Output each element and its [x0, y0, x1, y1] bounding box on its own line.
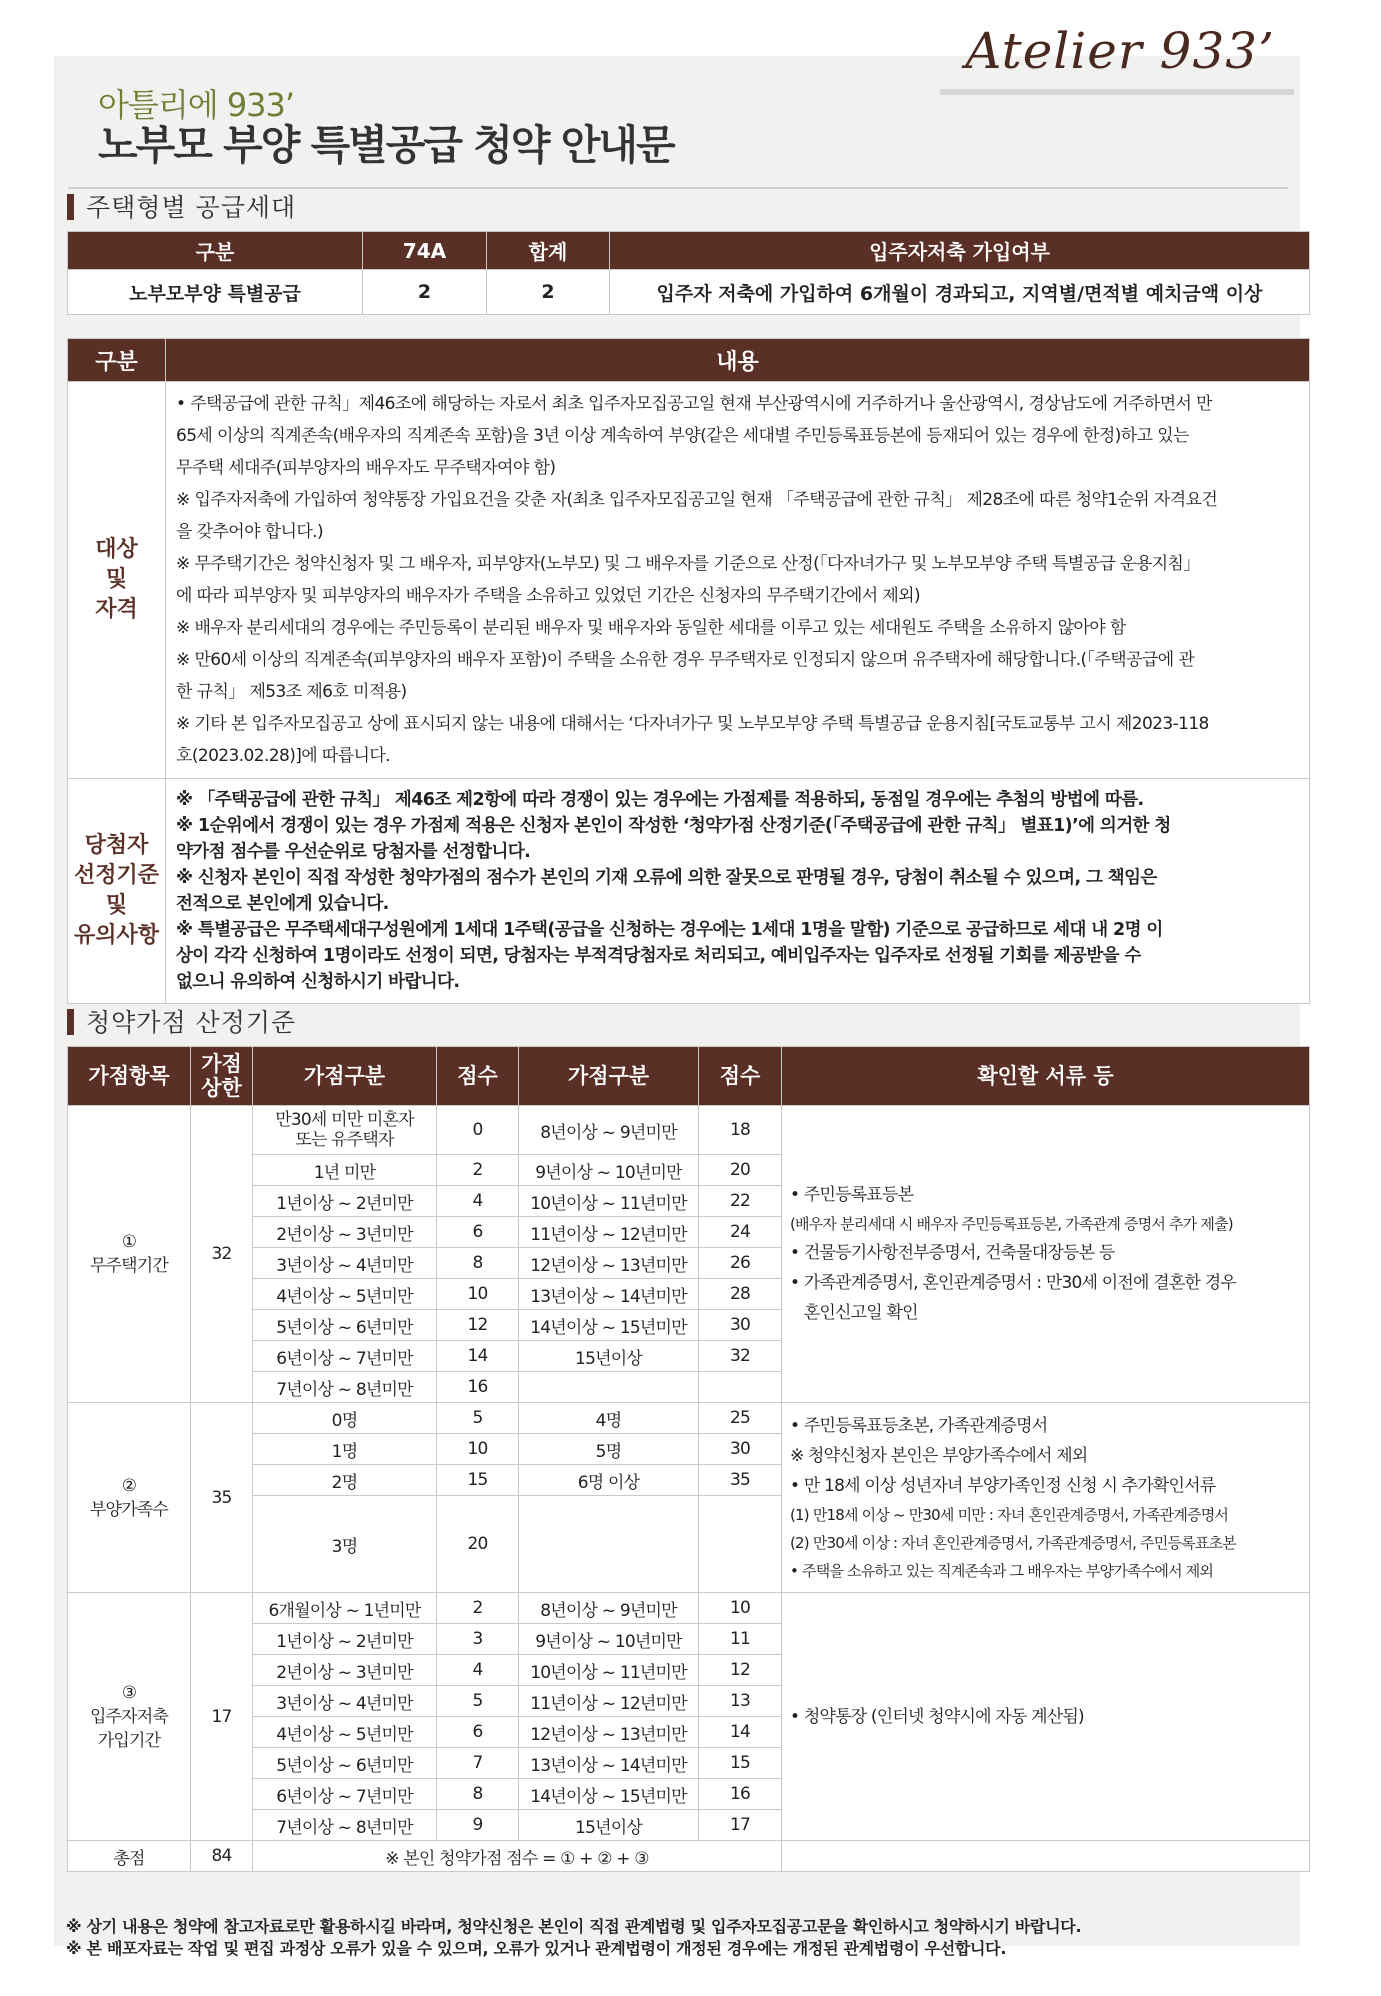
total-empty — [782, 1841, 1310, 1872]
header-cell: 확인할 서류 등 — [782, 1047, 1310, 1106]
criteria-cell: 6명 이상 — [519, 1465, 699, 1496]
table-cell: 노부모부양 특별공급 — [68, 270, 363, 315]
table-cell: 입주자 저축에 가입하여 6개월이 경과되고, 지역별/면적별 예치금액 이상 — [610, 270, 1310, 315]
criteria-cell: 5년이상 ~ 6년미만 — [253, 1748, 437, 1779]
criteria-cell: 13년이상 ~ 14년미만 — [519, 1279, 699, 1310]
criteria-cell: 6년이상 ~ 7년미만 — [253, 1341, 437, 1372]
criteria-cell — [519, 1372, 699, 1403]
section-heading-supply — [67, 188, 296, 224]
header-cell: 구분 — [68, 339, 166, 382]
documents-cell — [782, 1403, 1310, 1593]
category-max: 35 — [191, 1403, 253, 1593]
score-cell: 25 — [699, 1403, 782, 1434]
criteria-cell: 3년이상 ~ 4년미만 — [253, 1686, 437, 1717]
header-cell: 가점구분 — [253, 1047, 437, 1106]
table-header-row — [68, 1047, 1310, 1106]
content-line: ※ 기타 본 입주자모집공고 상에 표시되지 않는 내용에 대해서는 ‘다자녀가구 및 노부모부양 주택 특별공급 운용지침[국토교통부 고시 제2023-118 — [176, 714, 1209, 734]
content-line: 한 규칙」 제53조 제6호 미적용) — [176, 682, 407, 702]
criteria-cell: 1년이상 ~ 2년미만 — [253, 1186, 437, 1217]
content-line: ※ 무주택기간은 청약신청자 및 그 배우자, 피부양자(노부모) 및 그 배우자를 기준으로 산정(「다자녀가구 및 노부모부양 주택 특별공급 운용지침」 — [176, 554, 1200, 574]
criteria-cell: 3년이상 ~ 4년미만 — [253, 1248, 437, 1279]
score-cell — [699, 1372, 782, 1403]
row-label-winner: 당첨자 선정기준 및 유의사항 — [68, 779, 166, 1004]
doc-line: (1) 만18세 이상 ~ 만30세 미만 : 자녀 혼인관계증명서, 가족관계증명서 — [790, 1505, 1229, 1524]
score-cell: 6 — [437, 1217, 519, 1248]
criteria-cell: 14년이상 ~ 15년미만 — [519, 1310, 699, 1341]
criteria-cell: 11년이상 ~ 12년미만 — [519, 1217, 699, 1248]
content-line: ※ 특별공급은 무주택세대구성원에게 1세대 1주택(공급을 신청하는 경우에는 1세대 1명을 말함) 기준으로 공급하므로 세대 내 2명 이 — [176, 920, 1163, 940]
winner-content — [166, 779, 1310, 1004]
content-line: ※ 만60세 이상의 직계존속(피부양자의 배우자 포함)이 주택을 소유한 경우 무주택자로 인정되지 않으며 유주택자에 해당합니다.(「주택공급에 관 — [176, 650, 1195, 670]
doc-line: • 만 18세 이상 성년자녀 부양가족인정 신청 시 추가확인서류 — [790, 1475, 1216, 1496]
criteria-cell: 2년이상 ~ 3년미만 — [253, 1217, 437, 1248]
content-line: 에 따라 피부양자 및 피부양자의 배우자가 주택을 소유하고 있었던 기간은 신청자의 무주택기간에서 제외) — [176, 586, 921, 606]
eligibility-content — [166, 382, 1310, 779]
criteria-cell: 1년 미만 — [253, 1155, 437, 1186]
page-subtitle: 아틀리에 933’ — [98, 86, 295, 124]
score-cell: 14 — [437, 1341, 519, 1372]
content-line: ※ 신청자 본인이 직접 작성한 청약가점의 점수가 본인의 기재 오류에 의한 잘못으로 판명될 경우, 당첨이 취소될 수 있으며, 그 책임은 — [176, 868, 1157, 888]
total-row — [68, 1841, 1310, 1872]
criteria-cell: 1명 — [253, 1434, 437, 1465]
criteria-cell: 0명 — [253, 1403, 437, 1434]
table-cell: 2 — [363, 270, 487, 315]
score-cell: 30 — [699, 1434, 782, 1465]
criteria-cell: 8년이상 ~ 9년미만 — [519, 1106, 699, 1155]
brand-logo: Atelier 933’ — [965, 22, 1275, 80]
criteria-cell: 9년이상 ~ 10년미만 — [519, 1624, 699, 1655]
score-cell: 12 — [699, 1655, 782, 1686]
score-cell: 2 — [437, 1593, 519, 1624]
score-cell: 5 — [437, 1403, 519, 1434]
category-label: ③ 입주자저축 가입기간 — [68, 1593, 191, 1841]
header-cell: 내용 — [166, 339, 1310, 382]
table-cell: 2 — [487, 270, 610, 315]
table-row — [68, 1403, 1310, 1434]
content-line: 상이 각각 신청하여 1명이라도 선정이 되면, 당첨자는 부적격당첨자로 처리되고, 예비입주자는 입주자로 선정될 기회를 제공받을 수 — [176, 946, 1141, 966]
footnote: ※ 본 배포자료는 작업 및 편집 과정상 오류가 있을 수 있으며, 오류가 있거나 관계법령이 개정된 경우에는 개정된 관계법령이 우선합니다. — [66, 1939, 1007, 1958]
table-row — [68, 779, 1310, 1004]
criteria-cell: 7년이상 ~ 8년미만 — [253, 1372, 437, 1403]
criteria-cell: 4명 — [519, 1403, 699, 1434]
score-cell: 11 — [699, 1624, 782, 1655]
criteria-cell — [519, 1496, 699, 1593]
score-cell: 3 — [437, 1624, 519, 1655]
doc-line: • 주민등록표등초본, 가족관계증명서 — [790, 1415, 1048, 1436]
total-value: 84 — [191, 1841, 253, 1872]
doc-line: • 주택을 소유하고 있는 직계존속과 그 배우자는 부양가족수에서 제외 — [790, 1561, 1214, 1580]
total-label: 총점 — [68, 1841, 191, 1872]
section-heading-points — [67, 1003, 296, 1039]
brand-divider — [940, 89, 1294, 95]
doc-line: (2) 만30세 이상 : 자녀 혼인관계증명서, 가족관계증명서, 주민등록표초본 — [790, 1533, 1236, 1552]
score-cell: 13 — [699, 1686, 782, 1717]
score-cell: 10 — [437, 1434, 519, 1465]
criteria-cell: 4년이상 ~ 5년미만 — [253, 1717, 437, 1748]
score-cell: 12 — [437, 1310, 519, 1341]
content-line: 호(2023.02.28)]에 따릅니다. — [176, 746, 390, 766]
documents-cell — [782, 1593, 1310, 1841]
criteria-cell: 7년이상 ~ 8년미만 — [253, 1810, 437, 1841]
criteria-cell: 13년이상 ~ 14년미만 — [519, 1748, 699, 1779]
score-cell: 14 — [699, 1717, 782, 1748]
header-cell: 가점항목 — [68, 1047, 191, 1106]
table-row — [68, 1106, 1310, 1155]
header-cell: 74A — [363, 232, 487, 270]
score-cell — [699, 1496, 782, 1593]
doc-line: ※ 청약신청자 본인은 부양가족수에서 제외 — [790, 1445, 1088, 1466]
section-title: 청약가점 산정기준 — [86, 1008, 297, 1037]
score-cell: 16 — [699, 1779, 782, 1810]
score-cell: 4 — [437, 1186, 519, 1217]
criteria-cell: 6개월이상 ~ 1년미만 — [253, 1593, 437, 1624]
criteria-cell: 만30세 미만 미혼자 또는 유주택자 — [253, 1106, 437, 1155]
content-line: ※ 배우자 분리세대의 경우에는 주민등록이 분리된 배우자 및 배우자와 동일한 세대를 이루고 있는 세대원도 주택을 소유하지 않아야 함 — [176, 618, 1126, 638]
footnote: ※ 상기 내용은 청약에 참고자료로만 활용하시길 바라며, 청약신청은 본인이 직접 관계법령 및 입주자모집공고문을 확인하시고 청약하시기 바랍니다. — [66, 1917, 1082, 1936]
header-cell: 가점 상한 — [191, 1047, 253, 1106]
header-cell: 점수 — [437, 1047, 519, 1106]
score-cell: 18 — [699, 1106, 782, 1155]
score-cell: 35 — [699, 1465, 782, 1496]
content-line: ※ 「주택공급에 관한 규칙」 제46조 제2항에 따라 경쟁이 있는 경우에는 가점제를 적용하되, 동점일 경우에는 추첨의 방법에 따름. — [176, 790, 1144, 810]
header-cell: 점수 — [699, 1047, 782, 1106]
criteria-cell: 5년이상 ~ 6년미만 — [253, 1310, 437, 1341]
score-cell: 10 — [437, 1279, 519, 1310]
doc-line: • 청약통장 (인터넷 청약시에 자동 계산됨) — [790, 1706, 1084, 1727]
doc-line: 혼인신고일 확인 — [790, 1303, 918, 1323]
criteria-cell: 15년이상 — [519, 1341, 699, 1372]
criteria-cell: 3명 — [253, 1496, 437, 1593]
score-cell: 6 — [437, 1717, 519, 1748]
content-line: 없으니 유의하여 신청하시기 바랍니다. — [176, 972, 460, 992]
score-cell: 15 — [699, 1748, 782, 1779]
doc-line: • 건물등기사항전부증명서, 건축물대장등본 등 — [790, 1243, 1115, 1263]
doc-line: • 주민등록표등본 — [790, 1185, 914, 1205]
table-row — [68, 382, 1310, 779]
header-cell: 구분 — [68, 232, 363, 270]
score-cell: 20 — [699, 1155, 782, 1186]
criteria-cell: 4년이상 ~ 5년미만 — [253, 1279, 437, 1310]
score-cell: 5 — [437, 1686, 519, 1717]
table-header-row — [68, 232, 1310, 270]
score-cell: 8 — [437, 1248, 519, 1279]
score-cell: 7 — [437, 1748, 519, 1779]
score-cell: 0 — [437, 1106, 519, 1155]
page-title: 노부모 부양 특별공급 청약 안내문 — [98, 121, 674, 169]
table-header-row — [68, 339, 1310, 382]
score-cell: 4 — [437, 1655, 519, 1686]
criteria-cell: 2명 — [253, 1465, 437, 1496]
category-max: 17 — [191, 1593, 253, 1841]
category-label: ① 무주택기간 — [68, 1106, 191, 1403]
criteria-cell: 14년이상 ~ 15년미만 — [519, 1779, 699, 1810]
content-line: 약가점 점수를 우선순위로 당첨자를 선정합니다. — [176, 842, 531, 862]
criteria-cell: 8년이상 ~ 9년미만 — [519, 1593, 699, 1624]
criteria-cell: 1년이상 ~ 2년미만 — [253, 1624, 437, 1655]
content-line: 65세 이상의 직계존속(배우자의 직계존속 포함)을 3년 이상 계속하여 부양(같은 세대별 주민등록표등본에 등재되어 있는 경우에 한정)하고 있는 — [176, 426, 1189, 446]
doc-line: • 가족관계증명서, 혼인관계증명서 : 만30세 이전에 결혼한 경우 — [790, 1273, 1236, 1293]
documents-cell — [782, 1106, 1310, 1403]
content-line: 무주택 세대주(피부양자의 배우자도 무주택자여야 함) — [176, 458, 556, 478]
eligibility-table — [67, 338, 1310, 1004]
score-cell: 10 — [699, 1593, 782, 1624]
criteria-cell: 10년이상 ~ 11년미만 — [519, 1655, 699, 1686]
table-row — [68, 270, 1310, 315]
criteria-cell: 12년이상 ~ 13년미만 — [519, 1717, 699, 1748]
criteria-cell: 9년이상 ~ 10년미만 — [519, 1155, 699, 1186]
score-cell: 26 — [699, 1248, 782, 1279]
content-line: • 주택공급에 관한 규칙」제46조에 해당하는 자로서 최초 입주자모집공고일 현재 부산광역시에 거주하거나 울산광역시, 경상남도에 거주하면서 만 — [176, 394, 1212, 414]
content-line: ※ 1순위에서 경쟁이 있는 경우 가점제 적용은 신청자 본인이 작성한 ‘청약가점 산정기준(「주택공급에 관한 규칙」 별표1)’에 의거한 청 — [176, 816, 1171, 836]
score-cell: 8 — [437, 1779, 519, 1810]
doc-line: (배우자 분리세대 시 배우자 주민등록표등본, 가족관계 증명서 추가 제출) — [790, 1215, 1233, 1233]
score-cell: 16 — [437, 1372, 519, 1403]
points-table — [67, 1046, 1310, 1872]
criteria-cell: 11년이상 ~ 12년미만 — [519, 1686, 699, 1717]
section-marker — [67, 1009, 74, 1035]
score-cell: 20 — [437, 1496, 519, 1593]
criteria-cell: 5명 — [519, 1434, 699, 1465]
score-cell: 2 — [437, 1155, 519, 1186]
category-max: 32 — [191, 1106, 253, 1403]
content-line: 전적으로 본인에게 있습니다. — [176, 894, 389, 914]
category-label: ② 부양가족수 — [68, 1403, 191, 1593]
footnotes — [66, 1916, 1081, 1960]
score-cell: 32 — [699, 1341, 782, 1372]
criteria-cell: 6년이상 ~ 7년미만 — [253, 1779, 437, 1810]
row-label-eligibility: 대상 및 자격 — [68, 382, 166, 779]
section-marker — [67, 194, 74, 220]
criteria-cell: 10년이상 ~ 11년미만 — [519, 1186, 699, 1217]
supply-table — [67, 231, 1310, 315]
criteria-cell: 15년이상 — [519, 1810, 699, 1841]
header-cell: 입주자저축 가입여부 — [610, 232, 1310, 270]
criteria-cell: 2년이상 ~ 3년미만 — [253, 1655, 437, 1686]
score-cell: 17 — [699, 1810, 782, 1841]
section-title: 주택형별 공급세대 — [86, 193, 297, 222]
score-cell: 15 — [437, 1465, 519, 1496]
score-cell: 30 — [699, 1310, 782, 1341]
score-cell: 28 — [699, 1279, 782, 1310]
total-formula: ※ 본인 청약가점 점수 = ① + ② + ③ — [253, 1841, 782, 1872]
content-line: ※ 입주자저축에 가입하여 청약통장 가입요건을 갖춘 자(최초 입주자모집공고일 현재 「주택공급에 관한 규칙」 제28조에 따른 청약1순위 자격요건 — [176, 490, 1218, 510]
content-line: 을 갖추어야 합니다.) — [176, 522, 324, 542]
criteria-cell: 12년이상 ~ 13년미만 — [519, 1248, 699, 1279]
score-cell: 24 — [699, 1217, 782, 1248]
header-cell: 합계 — [487, 232, 610, 270]
score-cell: 9 — [437, 1810, 519, 1841]
header-cell: 가점구분 — [519, 1047, 699, 1106]
score-cell: 22 — [699, 1186, 782, 1217]
table-row — [68, 1593, 1310, 1624]
